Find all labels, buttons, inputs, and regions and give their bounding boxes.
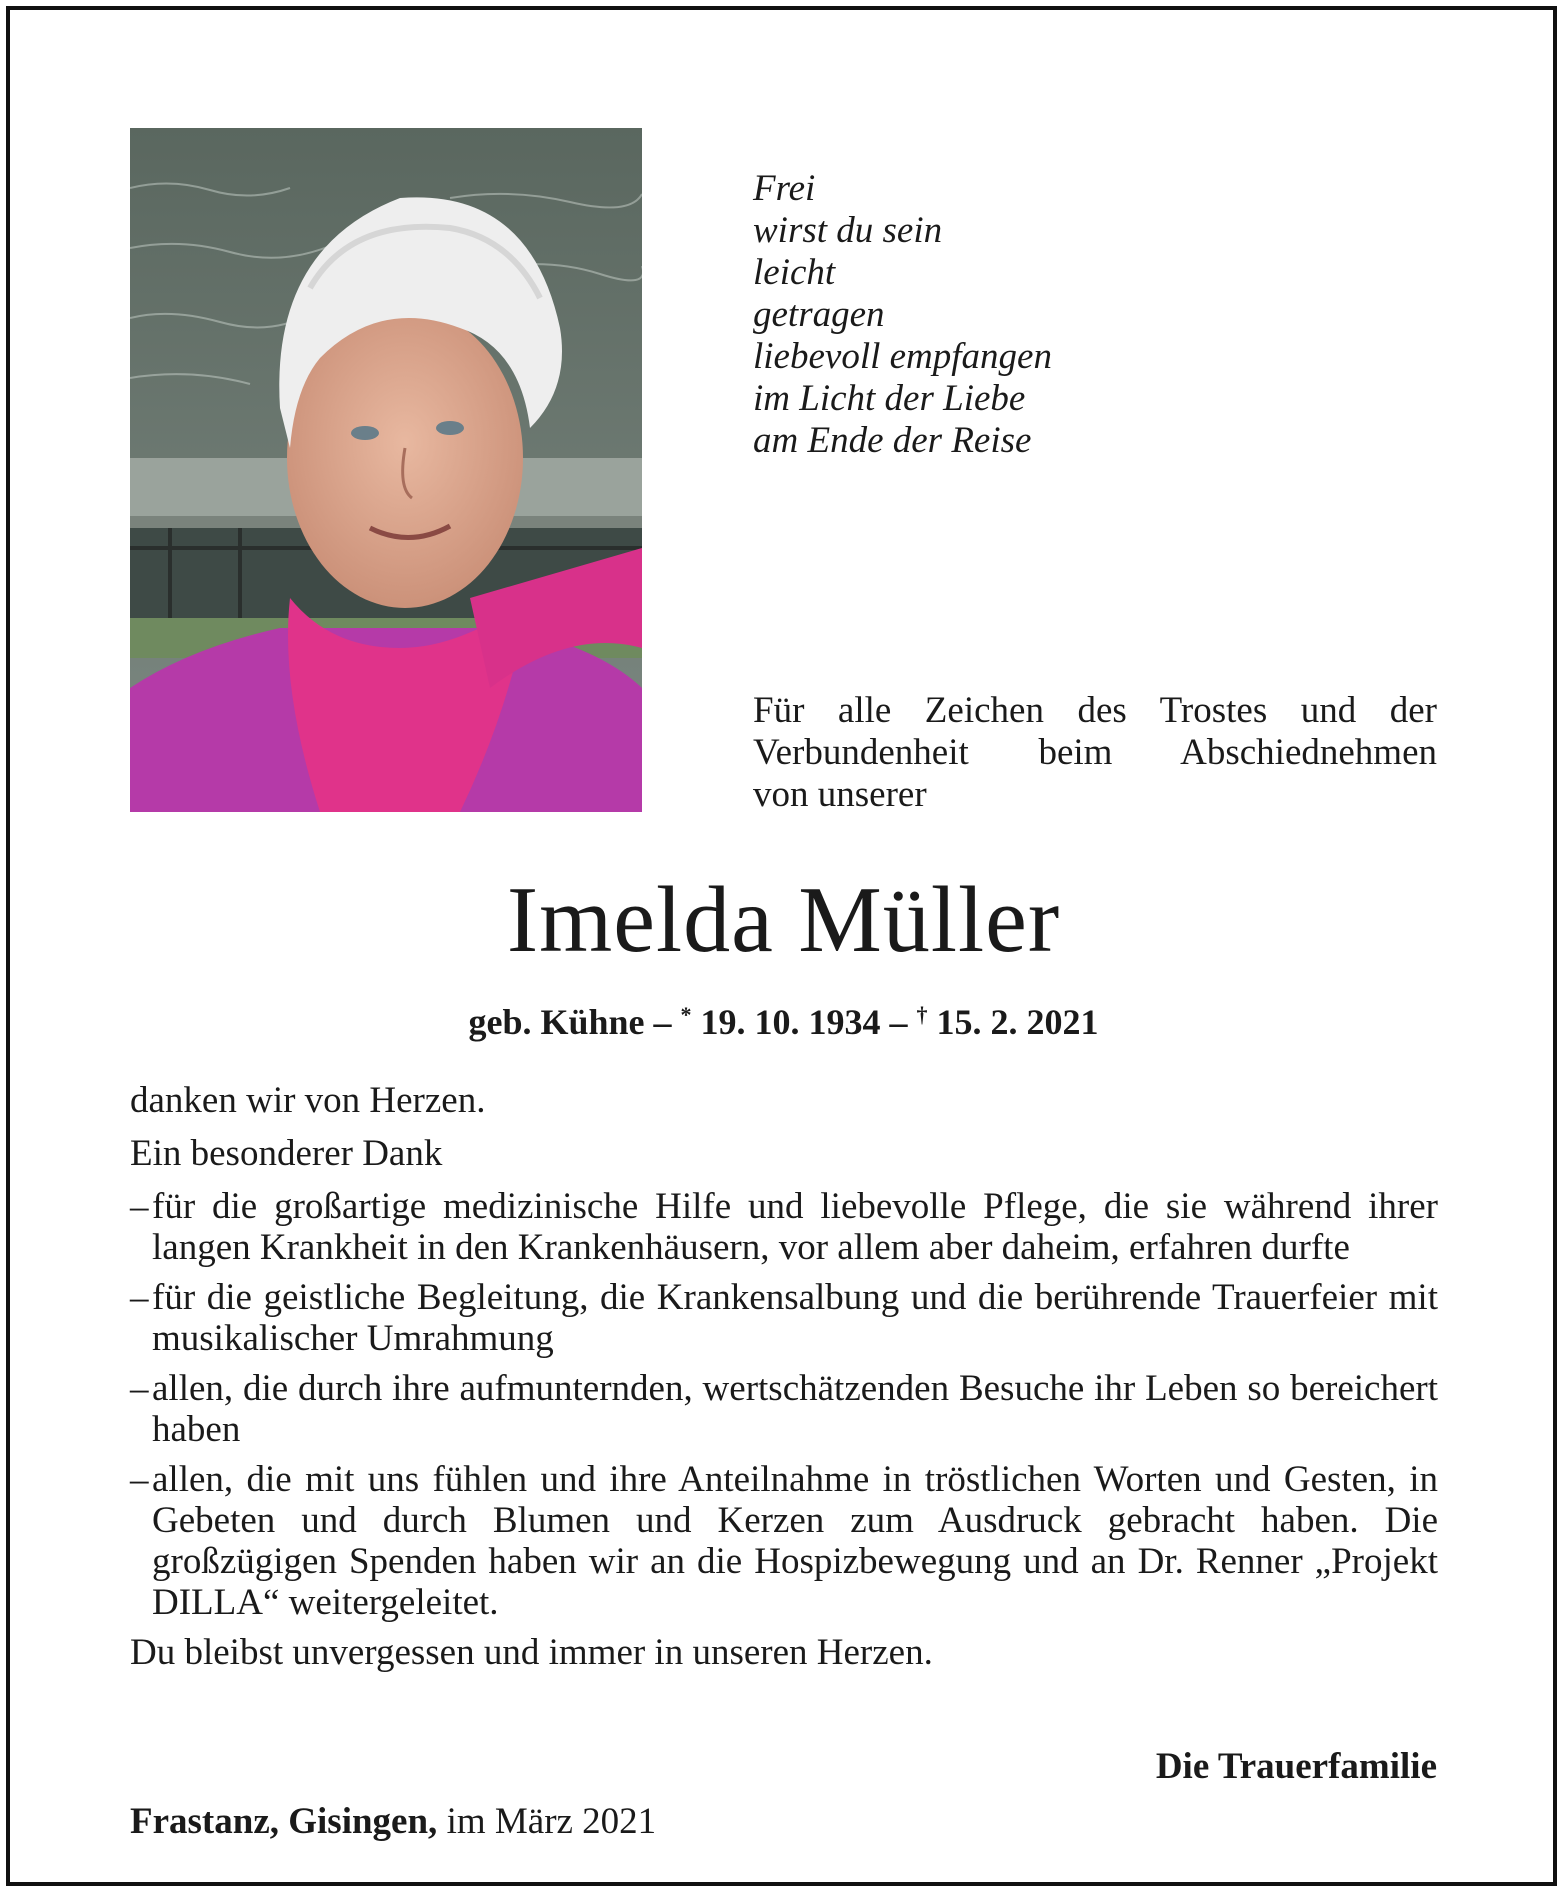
portrait-illustration [130, 128, 642, 812]
dash-bullet: – [130, 1459, 149, 1500]
dash-bullet: – [130, 1186, 149, 1227]
dash-bullet: – [130, 1368, 149, 1409]
thanks-body [130, 1080, 1438, 1685]
poem-line: am Ende der Reise [753, 420, 1032, 461]
intro-text [753, 690, 1437, 816]
poem-line: leicht [753, 252, 836, 293]
life-dates [0, 995, 1567, 1042]
list-item [130, 1368, 1438, 1450]
intro-line: von unserer [753, 774, 927, 815]
list-item [130, 1277, 1438, 1359]
thanks-line: danken wir von Herzen. [130, 1080, 486, 1121]
list-item [130, 1459, 1438, 1623]
death-date: 15. 2. 2021 [927, 1002, 1099, 1042]
list-item-text: allen, die durch ihre aufmunternden, wertschätzenden Besuche ihr Leben so bereichert haben [152, 1368, 1438, 1450]
maiden-name: geb. Kühne [468, 1002, 645, 1042]
intro-line: Für alle Zeichen des Trostes und der [753, 690, 1437, 731]
birth-date: 19. 10. 1934 [691, 1002, 881, 1042]
born-mark: * [680, 1002, 692, 1027]
list-item [130, 1186, 1438, 1268]
poem-line: Frei [753, 168, 816, 209]
closing-line: Du bleibst unvergessen und immer in unseren Herzen. [130, 1632, 933, 1673]
list-item-text: für die großartige medizinische Hilfe und liebevolle Pflege, die sie während ihrer langen Krankheit in den Krankenhäusern, vor allem aber daheim, erfahren durfte [152, 1186, 1438, 1268]
poem [753, 168, 1052, 462]
signature: Die Trauerfamilie [1155, 1746, 1437, 1787]
towns: Frastanz, Gisingen, [130, 1801, 438, 1842]
died-mark: † [916, 1002, 928, 1027]
thanks-list [130, 1186, 1438, 1623]
special-thanks-heading: Ein besonderer Dank [130, 1133, 443, 1174]
date-separator: – [880, 1002, 917, 1042]
list-item-text: allen, die mit uns fühlen und ihre Anteilnahme in tröstlichen Worten und Gesten, in Gebeten und durch Blumen und Kerzen zum Ausdruck gebracht haben. Die großzügigen Spenden haben wir an die Hospizbewegung und an Dr. Renner „Projekt DILLA“ weitergeleitet. [152, 1459, 1438, 1623]
intro-line: Verbundenheit beim Abschiednehmen [753, 732, 1437, 773]
poem-line: im Licht der Liebe [753, 378, 1026, 419]
portrait-photo [130, 128, 642, 812]
poem-line: wirst du sein [753, 210, 943, 251]
date: im März 2021 [437, 1801, 657, 1842]
poem-line: liebevoll empfangen [753, 336, 1052, 377]
dash-bullet: – [130, 1277, 149, 1318]
deceased-name: Imelda Müller [506, 868, 1061, 972]
place-date [130, 1800, 656, 1843]
poem-line: getragen [753, 294, 885, 335]
date-separator: – [644, 1002, 681, 1042]
list-item-text: für die geistliche Begleitung, die Krankensalbung und die berührende Trauerfeier mit musikalischer Umrahmung [152, 1277, 1438, 1359]
